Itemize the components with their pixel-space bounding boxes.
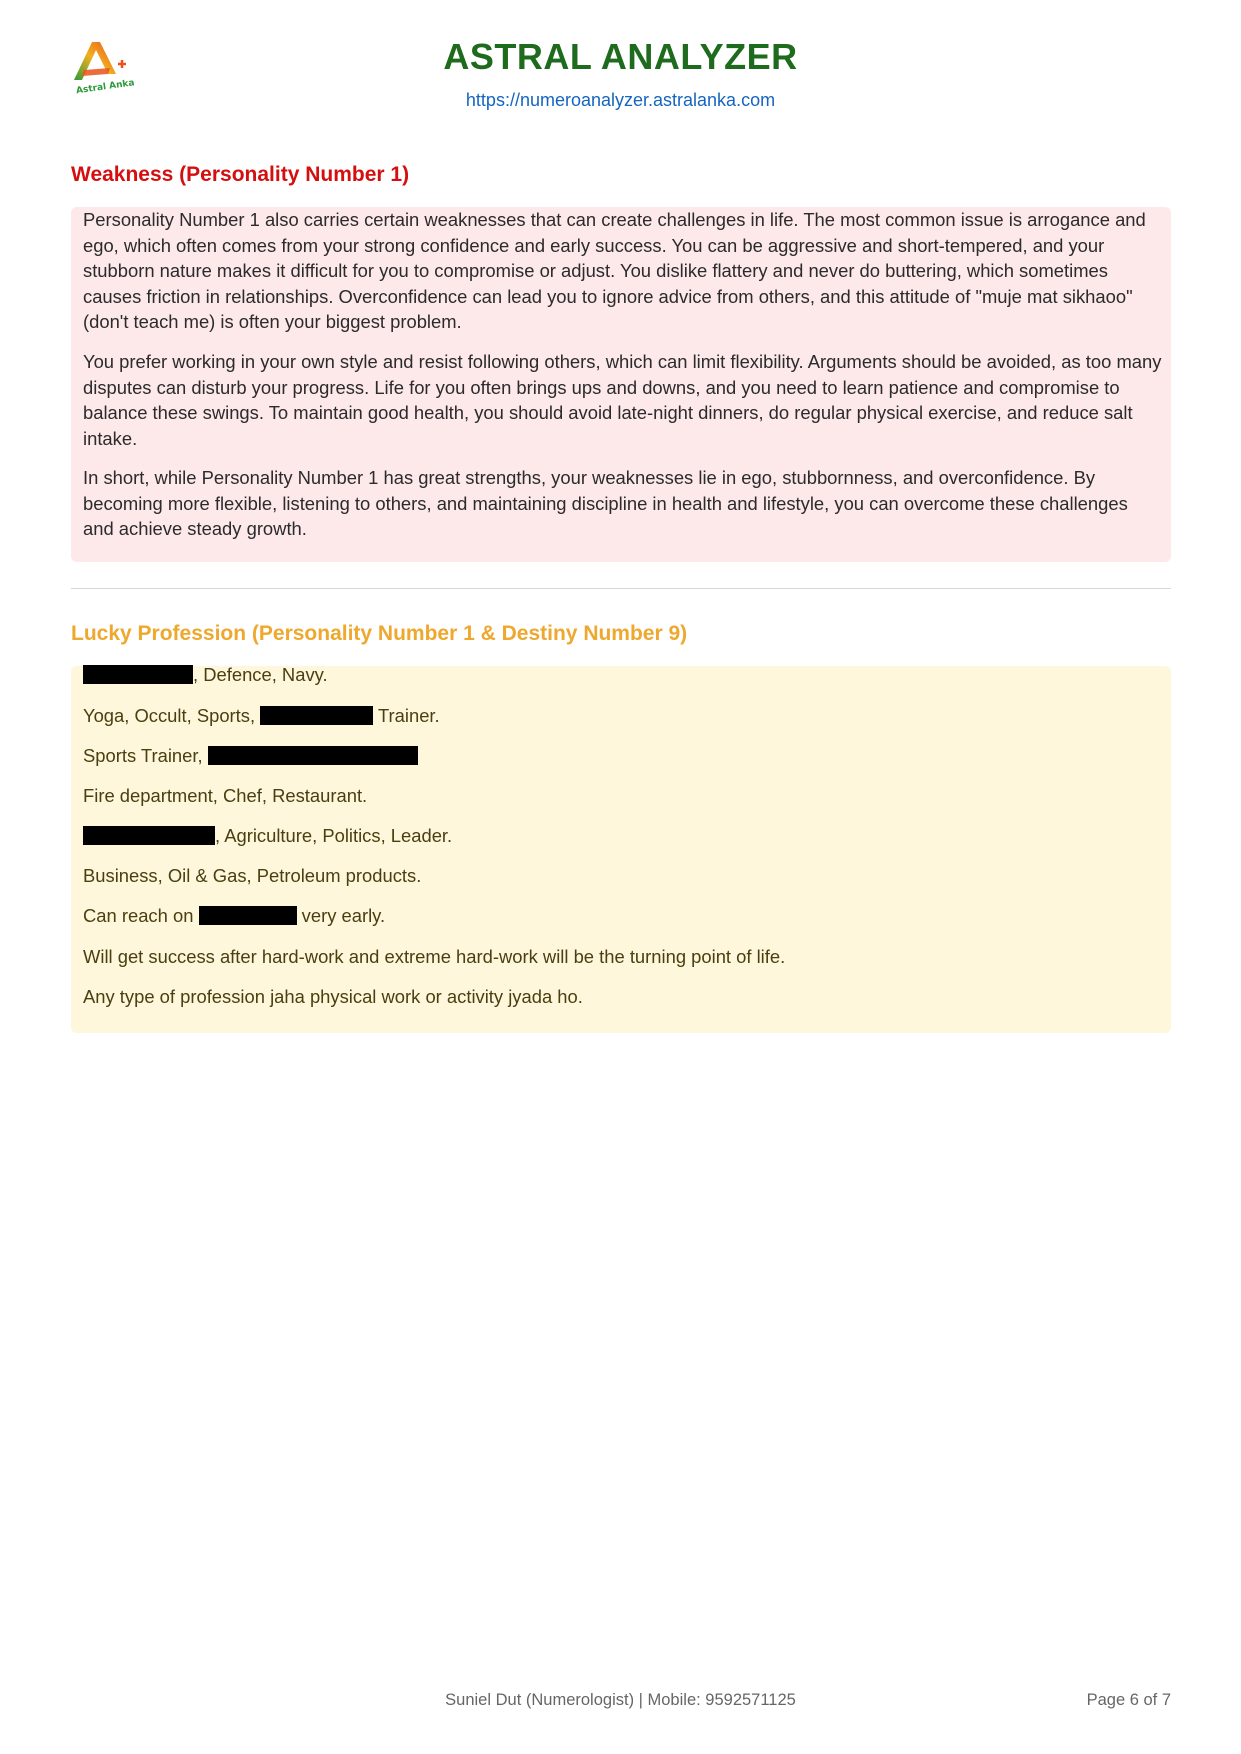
redaction-bar (208, 746, 418, 765)
profession-item: Yoga, Occult, Sports, Trainer. (83, 705, 440, 726)
profession-item: Can reach on very early. (83, 905, 386, 926)
logo-text: Astral Anka (75, 78, 136, 97)
profession-item: Fire department, Chef, Restaurant. (83, 785, 368, 806)
weakness-paragraph: You prefer working in your own style and resist following others, which can limit flexibility. Arguments should be avoided, as too many disputes can disturb your progress. Life for you often brings ups and downs, and you need to learn patience and compromise to balance these swings. To maintain good health, you should avoid late-night dinners, do regular physical exercise, and reduce salt intake. (83, 351, 1162, 449)
profession-item: Any type of profession jaha physical work or activity jyada ho. (83, 986, 583, 1007)
profession-item: , Agriculture, Politics, Leader. (83, 824, 1163, 848)
redaction-bar (83, 665, 193, 684)
weakness-box (71, 207, 1171, 562)
page-number: Page 6 of 7 (1086, 1691, 1171, 1709)
section-divider (71, 588, 1171, 589)
profession-item: Will get success after hard-work and extreme hard-work will be the turning point of life. (83, 946, 786, 967)
weakness-paragraph: In short, while Personality Number 1 has great strengths, your weaknesses lie in ego, stubbornness, and overconfidence. By becoming more flexible, listening to others, and maintaining discipline in health and lifestyle, you can overcome these challenges and achieve steady growth. (83, 467, 1128, 540)
redaction-bar (83, 826, 215, 845)
redaction-bar (260, 706, 373, 725)
footer-contact: Suniel Dut (Numerologist) | Mobile: 9592571125 (445, 1691, 796, 1709)
report-title: ASTRAL ANALYZER (443, 36, 798, 77)
lucky-profession-box (71, 666, 1171, 1033)
profession-item: , Defence, Navy. (83, 663, 1163, 687)
profession-item: Business, Oil & Gas, Petroleum products. (83, 865, 422, 886)
website-link[interactable]: https://numeroanalyzer.astralanka.com (465, 90, 776, 110)
redaction-bar (199, 906, 297, 925)
lucky-profession-heading: Lucky Profession (Personality Number 1 & Destiny Number 9) (71, 622, 688, 645)
weakness-heading: Weakness (Personality Number 1) (71, 163, 410, 186)
weakness-paragraph: Personality Number 1 also carries certain weaknesses that can create challenges in life. The most common issue is arrogance and ego, which often comes from your strong confidence and early success. You can be aggressive and short-tempered, and your stubborn nature makes it difficult for you to compromise or adjust. You dislike flattery and never do buttering, which sometimes causes friction in relationships. Overconfidence can lead you to ignore advice from others, and this attitude of "muje mat sikhaoo" (don't teach me) is often your biggest problem. (83, 209, 1146, 333)
profession-item: Sports Trainer, (83, 744, 1163, 768)
